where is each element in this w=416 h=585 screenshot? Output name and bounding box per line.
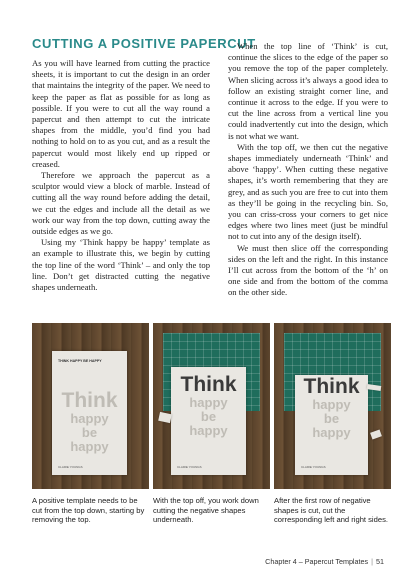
- template-word: happy: [189, 395, 228, 410]
- body-paragraph: As you will have learned from cutting the practice sheets, it is important to cut the design in an order that maintains the integrity of the paper. We need to keep the paper as flat as possible for as long as possible. If you were to cut all the way round a papercut and then attempt to cut the intricate shapes from the middle, you’d find you had nothing to hold on to as you cut, and as a result the papercut would most likely end up ripped or creased.: [32, 58, 210, 169]
- template-word: be: [200, 409, 217, 424]
- template-word: Think: [61, 389, 118, 412]
- body-paragraph: When the top line of ‘Think’ is cut, continue the slices to the edge of the paper so you remove the top of the paper completely. When slicing across it’s always a good idea to follow an existing straight corner line, and continue it across to the edge. If you were to cut the line across from a vertical line you could inadvertently cut into the design, which is not what we want.: [228, 41, 388, 141]
- body-paragraph: Therefore we approach the papercut as a sculptor would view a block of marble. Instead of cutting all the way round before adding the detail, we cut the edges and include all the detail as we work our way from the top down, cutting away the outside edges as we go.: [32, 170, 210, 237]
- paper-template: [171, 367, 246, 475]
- template-word: happy: [312, 397, 351, 412]
- right-column: [228, 41, 388, 299]
- template-word: happy: [312, 425, 351, 440]
- body-paragraph: Using my ‘Think happy be happy’ template as an example to illustrate this, we begin by cutting the top line of the word ‘Think’ – and only the top line. Don’t get distracted cutting the negative shapes underneath.: [32, 237, 210, 293]
- template-word: be: [81, 425, 98, 440]
- photo-caption: With the top off, you work down cutting the negative shapes underneath.: [153, 496, 259, 525]
- body-paragraph: We must then slice off the corresponding sides on the left and the right. In this instance I’ll cut across from the bottom of the ‘h’ on one side and from the bottom of the comma on the other side.: [228, 242, 388, 298]
- template-footer: CLAIRE YOUNGS: [301, 465, 326, 469]
- page-footer: [265, 557, 384, 566]
- paper-scrap: [158, 412, 172, 423]
- template-header: THINK HAPPY BE HAPPY: [58, 359, 102, 363]
- paper-template: [52, 351, 127, 475]
- body-paragraph: With the top off, we then cut the negative shapes immediately underneath ‘Think’ and above ‘happy’. When cutting these negative shapes, it’s worth remembering that they are grey, and as such you are free to cut into them as they’ll be going in the recycling bin. So, you can criss-cross your corners to get nice edges where two lines meet (just be mindful not to cut into any of the design itself).: [228, 141, 388, 242]
- photo-caption: After the first row of negative shapes is cut, cut the corresponding left and right sides.: [274, 496, 388, 525]
- left-column: [32, 58, 210, 293]
- paper-scrap: [370, 430, 382, 440]
- template-word: happy: [70, 411, 109, 426]
- chapter-title: Chapter 4 – Papercut Templates: [265, 557, 369, 566]
- template-word: Think: [180, 373, 237, 396]
- template-word: be: [323, 411, 340, 426]
- paper-template: [295, 375, 368, 475]
- photo-caption: A positive template needs to be cut from the top down, starting by removing the top.: [32, 496, 145, 525]
- template-word: Think: [303, 375, 360, 398]
- page-number: 51: [376, 557, 384, 566]
- template-footer: CLAIRE YOUNGS: [177, 465, 202, 469]
- template-word: happy: [70, 439, 109, 454]
- photo-template-sides-cut: [274, 323, 391, 489]
- photo-template-top-cut: [153, 323, 270, 489]
- footer-separator: |: [371, 557, 373, 566]
- section-heading: CUTTING A POSITIVE PAPERCUT: [32, 36, 256, 51]
- template-word: happy: [189, 423, 228, 438]
- photo-template-uncut: [32, 323, 149, 489]
- template-footer: CLAIRE YOUNGS: [58, 465, 83, 469]
